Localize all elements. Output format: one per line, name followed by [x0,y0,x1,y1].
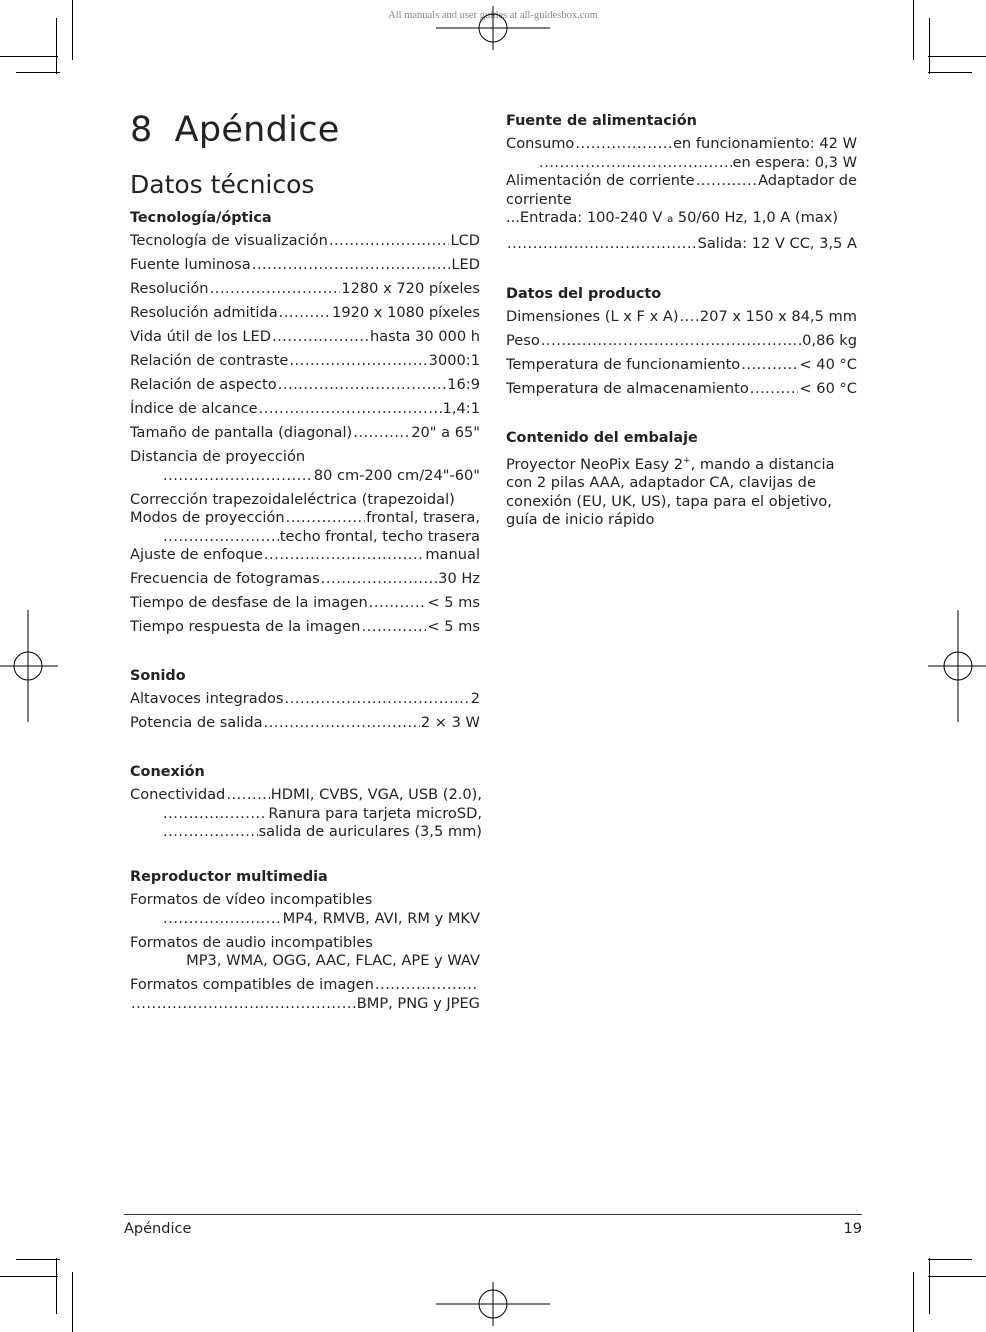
spec-row [130,594,480,613]
page-number: 19 [843,1221,862,1237]
spec-row [130,823,482,842]
spec-row [130,280,480,299]
spec-input [506,209,857,230]
input-text: ...Entrada: 100-240 V [506,209,668,226]
spec-value: 1,4:1 [442,400,480,417]
package-text-rest: , mando a distancia con 2 pilas AAA, adaptador CA, clavijas de conexión (EU, UK, US), tapa para el objetivo, guía de inicio rápido [506,455,835,529]
spec-row [130,805,482,824]
spec-keystone: Corrección trapezoidaleléctrica (trapezoidal) [130,490,455,508]
heading-sound: Sonido [130,668,186,684]
spec-label: Formatos compatibles de imagen [130,976,374,993]
spec-value: HDMI, CVBS, VGA, USB (2.0), [270,786,482,803]
spec-label: Conectividad [130,786,226,803]
spec-label: Frecuencia de fotogramas [130,570,320,587]
tech-spec-list-2 [130,546,480,637]
spec-row [130,467,480,486]
product-spec-list [506,308,857,399]
spec-label: Tecnología de visualización [130,232,328,249]
spec-value: Adaptador de [758,172,857,189]
chapter-title [130,110,340,150]
heading-power: Fuente de alimentación [506,113,697,129]
package-sup: + [683,456,691,466]
spec-label: Consumo [506,135,575,152]
spec-value: BMP, PNG y JPEG [356,994,480,1012]
spec-value: corriente [506,190,572,208]
footer-section-name: Apéndice [124,1221,192,1237]
spec-label: Peso [506,332,540,349]
spec-row [506,154,857,173]
spec-row [130,570,480,589]
spec-value: 0,86 kg [802,332,857,349]
spec-label: Temperatura de almacenamiento [506,380,749,397]
spec-row [130,232,480,251]
spec-label: Tiempo respuesta de la imagen [130,618,361,635]
input-ac-symbol: a [667,214,674,225]
spec-label: Vida útil de los LED [130,328,271,345]
spec-value: MP4, RMVB, AVI, RM y MKV [282,909,480,927]
spec-value: en espera: 0,3 W [732,153,857,171]
spec-value: 3000:1 [428,352,480,369]
spec-row [130,786,482,805]
spec-row [130,714,480,733]
spec-label: Resolución [130,280,209,297]
spec-row [130,304,480,323]
spec-row [130,352,480,371]
spec-value: 2 × 3 W [420,714,480,731]
spec-value: 80 cm-200 cm/24"-60" [313,466,480,484]
input-text-rest: 50/60 Hz, 1,0 A (max) [673,209,839,226]
spec-row [130,400,480,419]
spec-value: salida de auriculares (3,5 mm) [258,823,482,840]
spec-value: manual [425,546,480,563]
spec-label: Relación de contraste [130,352,289,369]
chapter-number: 8 [130,110,153,150]
spec-label: Fuente luminosa [130,256,251,273]
spec-row [506,380,857,399]
spec-label: Formatos de audio incompatibles [130,933,373,951]
heading-package-contents: Contenido del embalaje [506,430,698,446]
spec-row [130,528,480,547]
spec-row [130,256,480,275]
heading-product-data: Datos del producto [506,286,662,302]
spec-label: Tamaño de pantalla (diagonal) [130,424,353,441]
heading-connection: Conexión [130,764,205,780]
spec-value: LCD [450,232,480,249]
spec-value: MP3, WMA, OGG, AAC, FLAC, APE y WAV [186,952,480,969]
spec-label: Ajuste de enfoque [130,546,263,563]
spec-row [506,135,857,154]
spec-row [130,328,480,347]
spec-row [130,546,480,565]
spec-label: Índice de alcance [130,400,258,417]
registration-mark-bottom [436,1282,550,1326]
heading-technology: Tecnología/óptica [130,210,272,226]
spec-value: < 60 °C [799,380,857,397]
spec-value: < 5 ms [427,594,480,611]
package-text: Proyector NeoPix Easy 2 [506,455,684,473]
registration-mark-top [436,6,550,50]
sound-spec-list [130,690,480,733]
spec-label: Relación de aspecto [130,376,277,393]
spec-value: 1280 x 720 píxeles [341,280,480,297]
left-column [130,208,480,1019]
tech-spec-list [130,232,480,443]
spec-row [506,308,857,327]
spec-value: Salida: 12 V CC, 3,5 A [697,235,857,252]
heading-media-player: Reproductor multimedia [130,869,328,885]
spec-label: Modos de proyección [130,509,285,526]
spec-label: Tiempo de desfase de la imagen [130,594,368,611]
spec-value: 207 x 150 x 84,5 mm [699,308,857,325]
spec-value: 2 [470,690,480,707]
right-column [506,111,857,530]
spec-label: Temperatura de funcionamiento [506,356,741,373]
spec-value: < 5 ms [427,618,480,635]
spec-row [506,332,857,351]
spec-row [506,172,857,191]
spec-value: frontal, trasera, [366,509,480,526]
chapter-name: Apéndice [174,110,340,150]
registration-mark-left [0,610,58,722]
spec-value: techo frontal, techo trasera [279,527,480,545]
spec-row [130,910,480,929]
spec-row [130,618,480,637]
package-contents-text [506,452,857,530]
spec-row [506,235,857,254]
spec-value: 30 Hz [438,570,480,587]
spec-value: hasta 30 000 h [369,328,480,345]
spec-value: Ranura para tarjeta microSD, [268,804,482,822]
spec-value: 20" a 65" [411,424,480,441]
spec-label: Altavoces integrados [130,690,284,707]
registration-mark-right [928,610,986,722]
spec-row [130,995,480,1014]
spec-label: Distancia de proyección [130,448,306,465]
spec-row [130,376,480,395]
spec-row [130,509,480,528]
spec-row [130,690,480,709]
spec-value: 1920 x 1080 píxeles [332,304,480,321]
spec-value: LED [451,256,480,273]
section-title: Datos técnicos [130,170,315,199]
spec-row [506,356,857,375]
footer-rule [124,1214,862,1215]
spec-row [130,976,480,995]
spec-label: Alimentación de corriente [506,172,695,189]
spec-label: Resolución admitida [130,304,278,321]
spec-value: en funcionamiento: 42 W [672,135,857,152]
spec-label: Dimensiones (L x F x A) [506,308,679,325]
watermark: All manuals and user guides at all-guidesbox.com [388,10,598,21]
spec-value: 16:9 [447,376,480,393]
spec-value: < 40 °C [799,356,857,373]
spec-label: Formatos de vídeo incompatibles [130,891,373,908]
spec-row [130,424,480,443]
spec-label: Potencia de salida [130,714,263,731]
